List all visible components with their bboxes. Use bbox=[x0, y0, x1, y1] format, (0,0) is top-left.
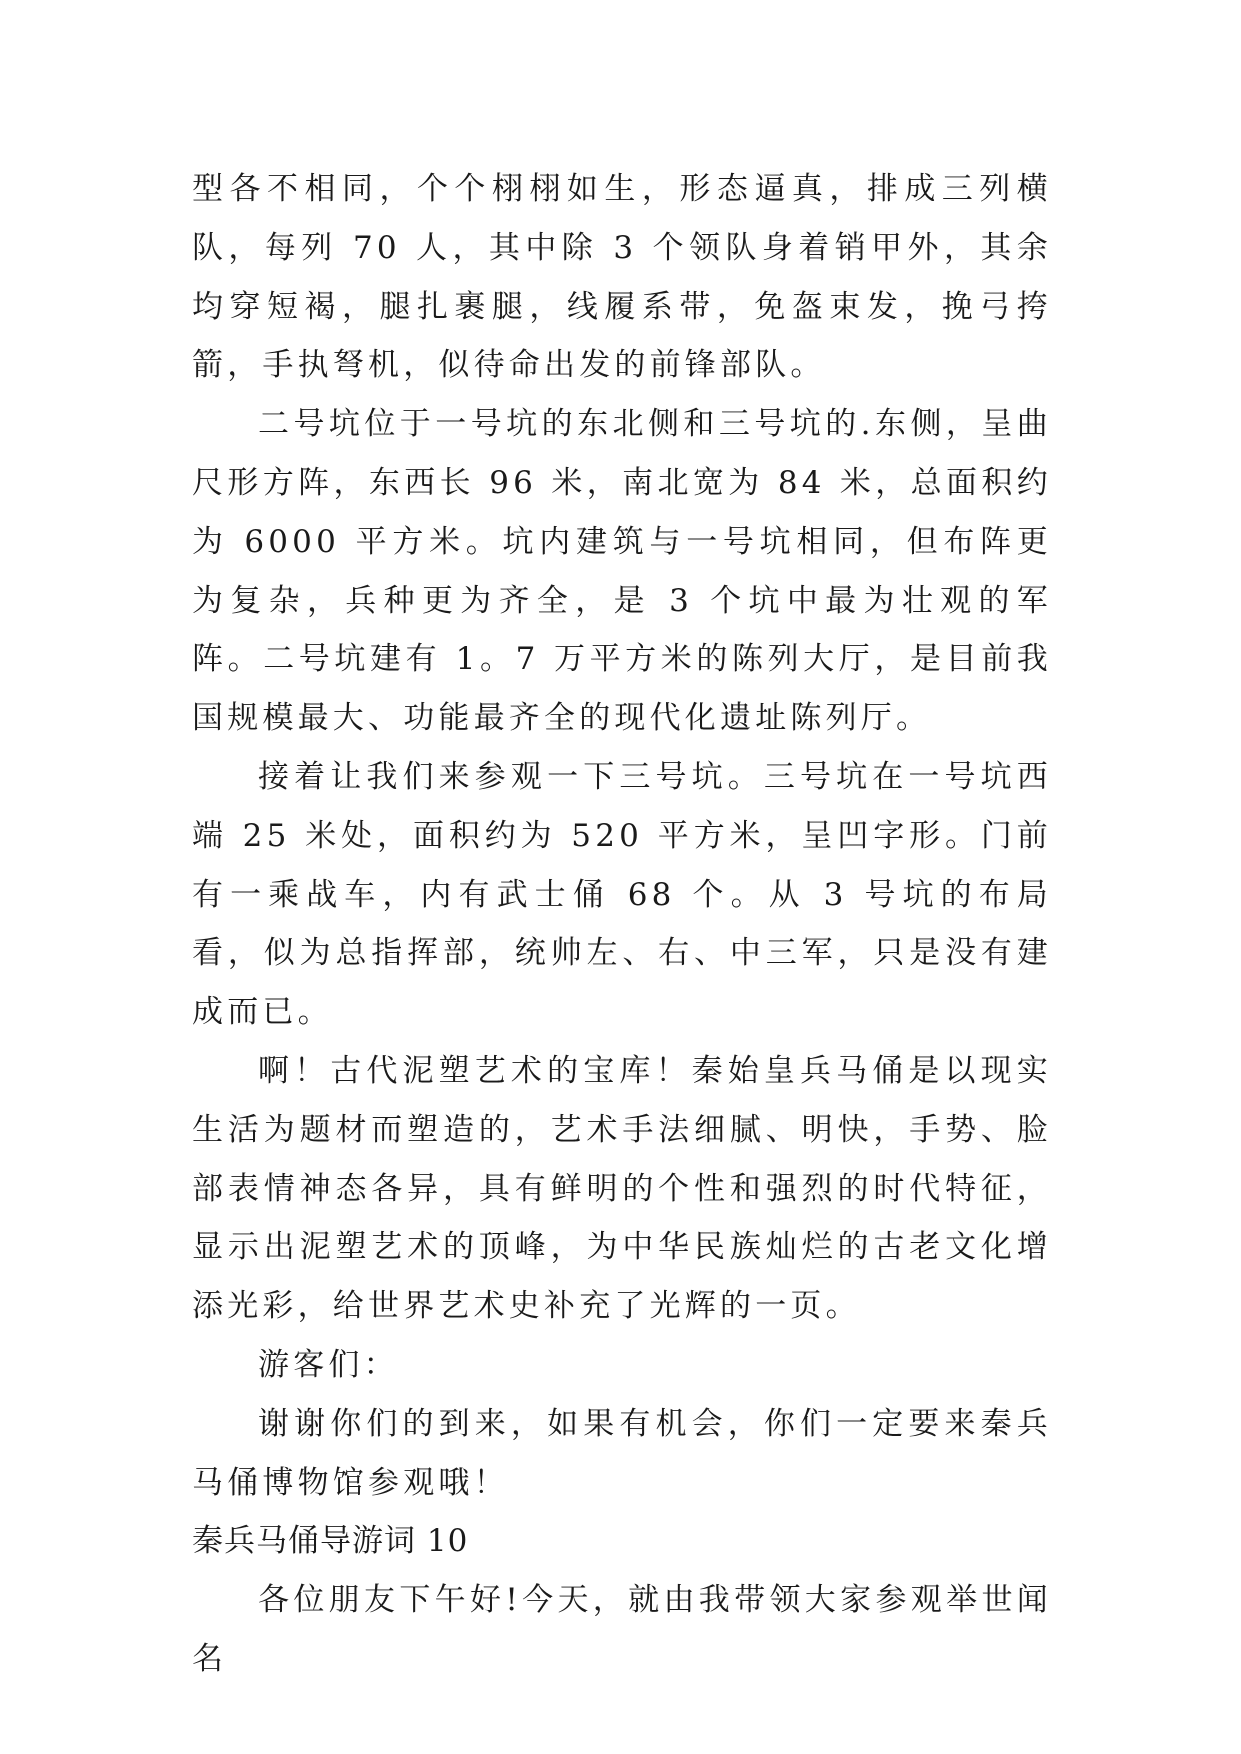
paragraph-4: 啊！古代泥塑艺术的宝库！秦始皇兵马俑是以现实生活为题材而塑造的，艺术手法细腻、明快，手势、脸部表情神态各异，具有鲜明的个性和强烈的时代特征，显示出泥塑艺术的顶峰，为中华民族灿烂的古老文化增添光彩，给世界艺术史补充了光辉的一页。 bbox=[192, 1052, 1052, 1325]
paragraph-1: 型各不相同，个个栩栩如生，形态逼真，排成三列横队，每列 70 人，其中除 3 个领队身着销甲外，其余均穿短褐，腿扎裹腿，线履系带，免盔束发，挽弓挎箭，手执弩机，似待命出发的前锋部队。 bbox=[192, 171, 1052, 384]
document-body bbox=[192, 160, 1052, 1689]
section-heading: 秦兵马俑导游词 10 bbox=[192, 1523, 469, 1560]
paragraph-3: 接着让我们来参观一下三号坑。三号坑在一号坑西端 25 米处，面积约为 520 平方米，呈凹字形。门前有一乘战车，内有武士俑 68 个。从 3 号坑的布局看，似为总指挥部，统帅左、右、中三军，只是没有建成而已。 bbox=[192, 758, 1052, 1031]
paragraph-6: 谢谢你们的到来，如果有机会，你们一定要来秦兵马俑博物馆参观哦！ bbox=[192, 1405, 1052, 1501]
paragraph-5: 游客们： bbox=[258, 1346, 399, 1383]
paragraph-final: 各位朋友下午好!今天，就由我带领大家参观举世闻名 bbox=[192, 1582, 1052, 1677]
paragraph-2: 二号坑位于一号坑的东北侧和三号坑的.东侧，呈曲尺形方阵，东西长 96 米，南北宽为 84 米，总面积约为 6000 平方米。坑内建筑与一号坑相同，但布阵更为复杂，兵种更为齐全，是 3 个坑中最为壮观的军阵。二号坑建有 1。7 万平方米的陈列大厅，是目前我国规模最大、功能最齐全的现代化遗址陈列厅。 bbox=[192, 406, 1052, 737]
